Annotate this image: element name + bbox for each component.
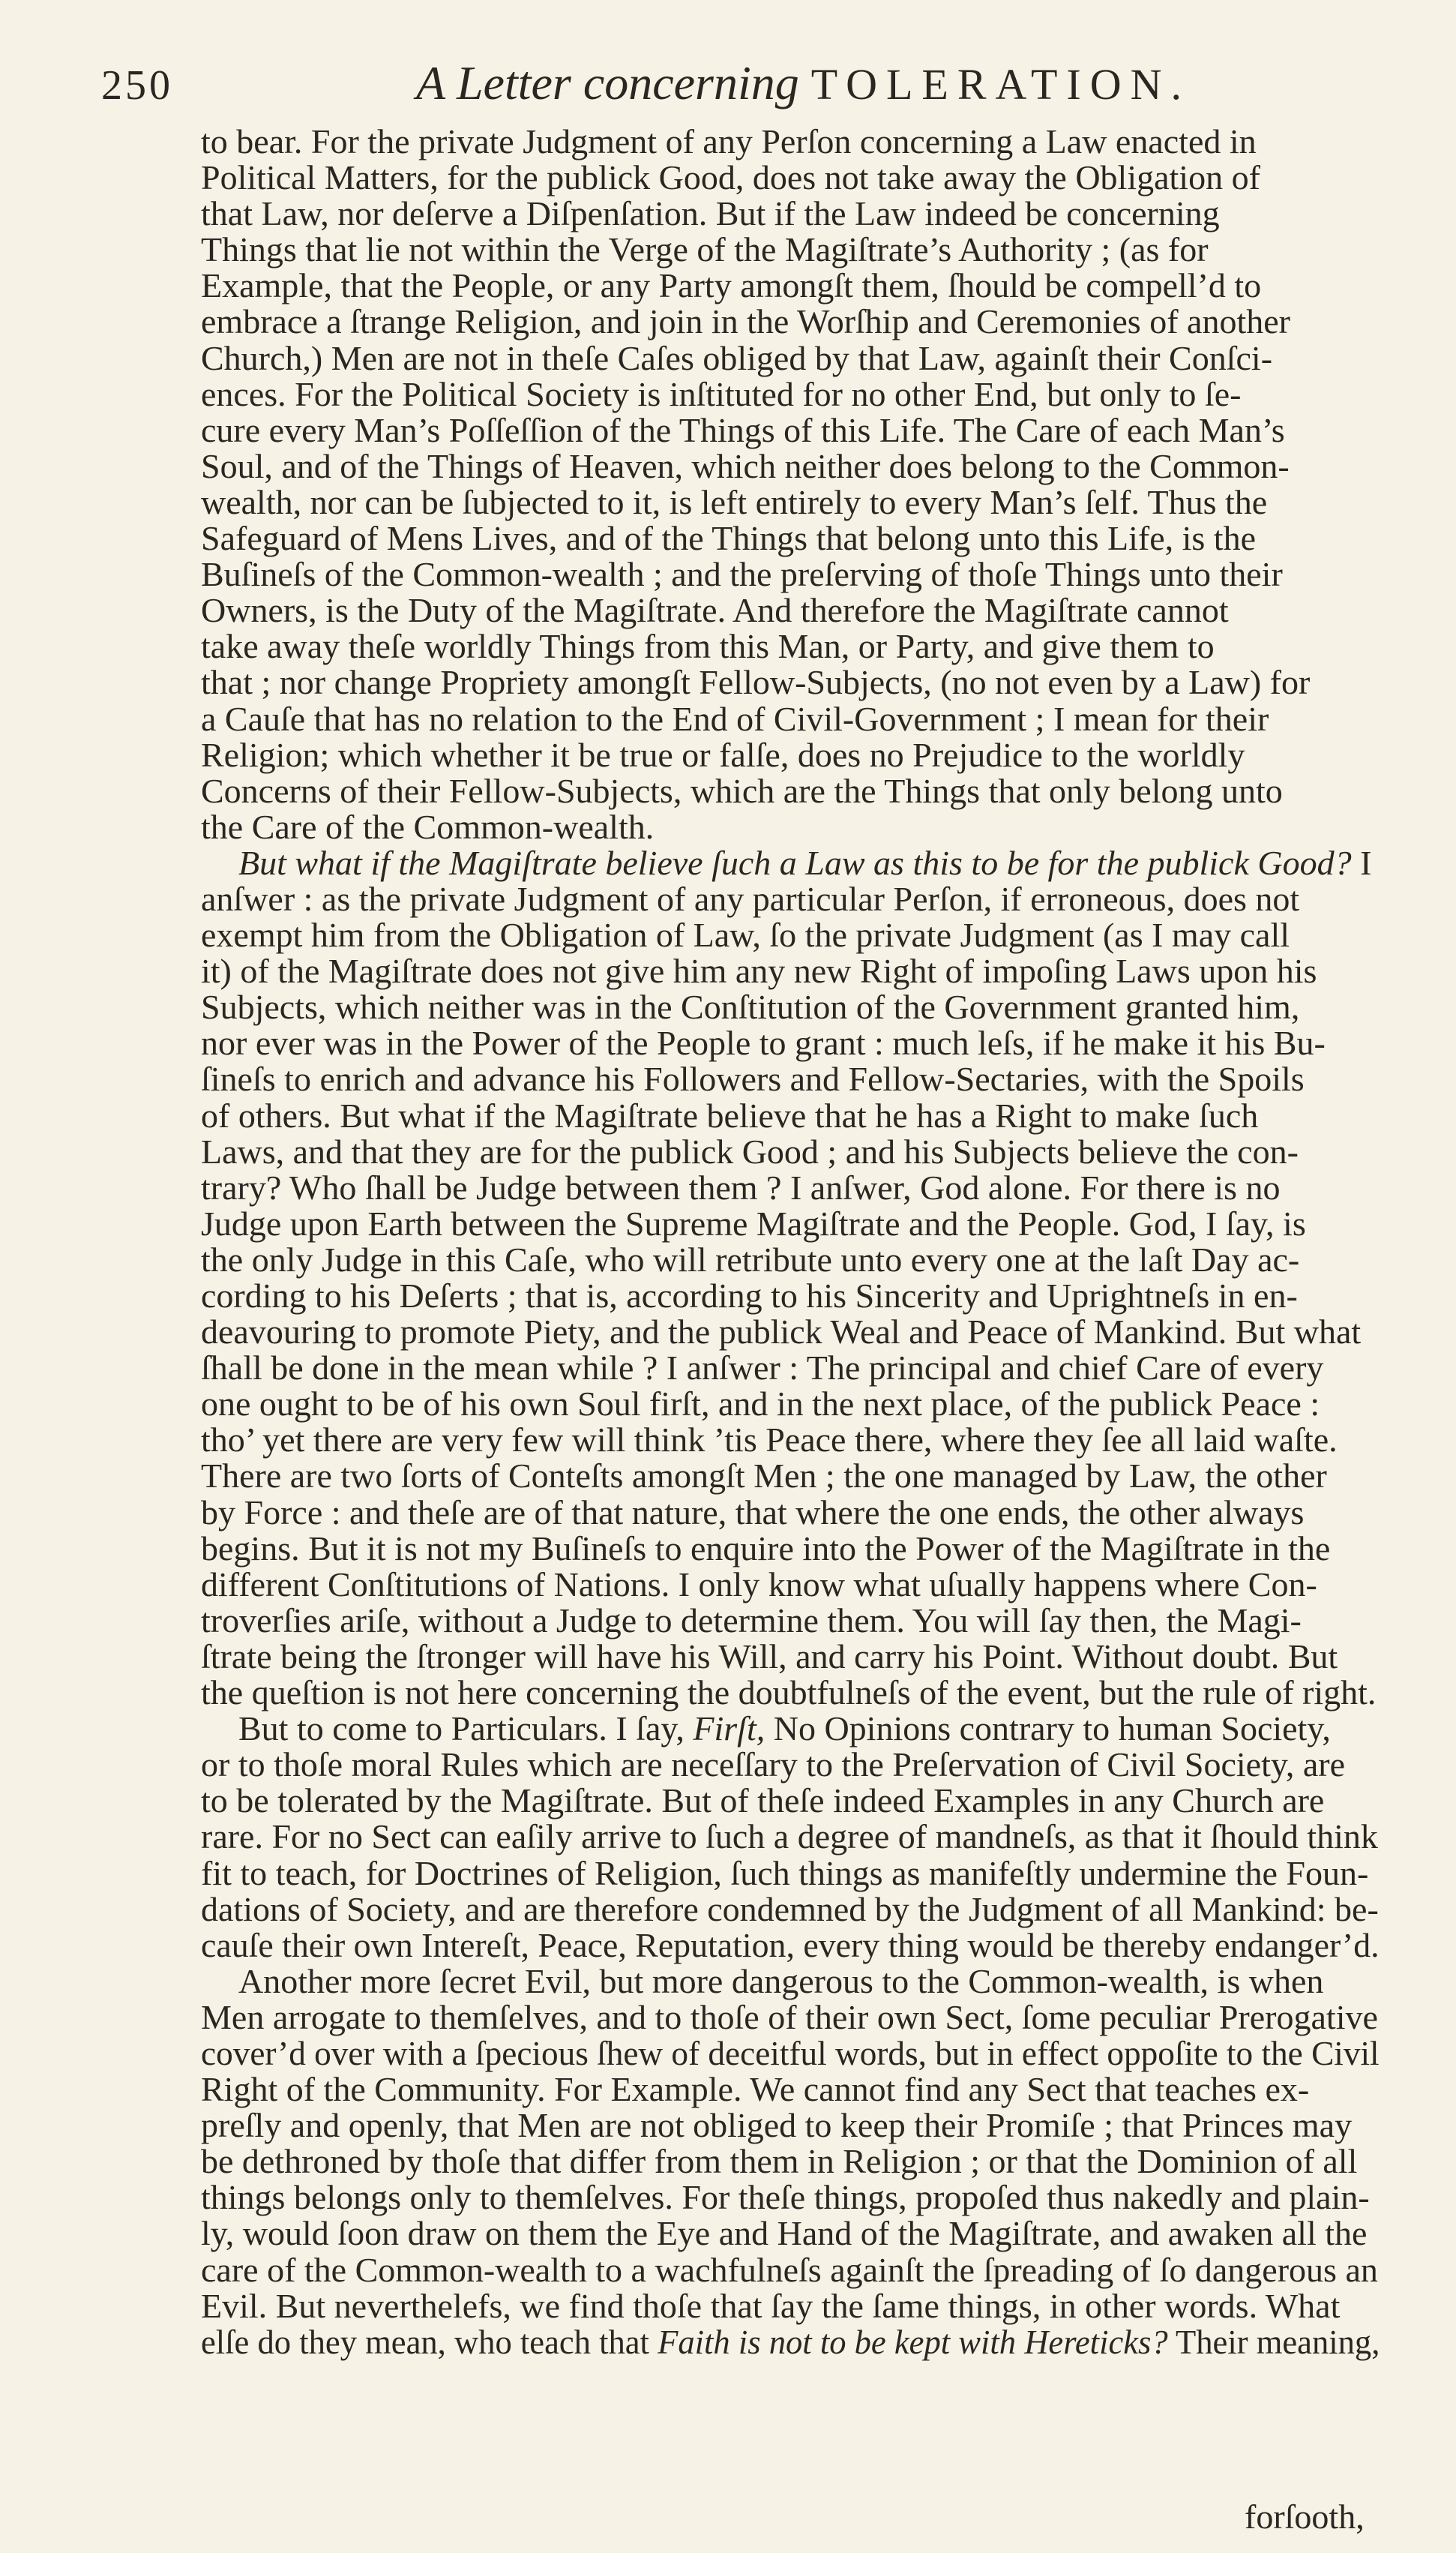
text-line xyxy=(201,809,1380,845)
roman-text: or to thoſe moral Rules which are neceſſary to the Preſervation of Civil Society, are xyxy=(201,1745,1346,1784)
text-line xyxy=(201,989,1380,1025)
text-line xyxy=(201,556,1380,592)
text-line xyxy=(201,1997,1380,2036)
text-line xyxy=(201,1711,1380,1747)
text-line xyxy=(201,1819,1380,1855)
roman-text: by Force : and theſe are of that nature, that where the one ends, the other always xyxy=(201,1492,1305,1532)
text-line xyxy=(201,664,1380,700)
roman-text: a Cauſe that has no relation to the End of Civil-Government ; I mean for their xyxy=(201,699,1269,738)
roman-text: care of the Common-wealth to a wachfulneſs againſt the ſpreading of ſo dangerous an xyxy=(201,2250,1378,2289)
text-line xyxy=(201,1528,1380,1568)
roman-text: to bear. For the private Judgment of any Perſon concerning a Law enacted in xyxy=(201,122,1257,160)
text-line xyxy=(201,2033,1380,2072)
text-line xyxy=(201,737,1380,773)
roman-text: one ought to be of his own Soul firſt, and in the next place, of the publick Peace : xyxy=(201,1384,1320,1424)
roman-text: Concerns of their Fellow-Subjects, which are the Things that only belong unto xyxy=(201,771,1283,810)
text-line xyxy=(201,232,1380,268)
roman-text: ences. For the Political Society is inſtituted for no other End, but only to ſe- xyxy=(201,374,1242,413)
text-line xyxy=(201,1675,1380,1711)
roman-text: preſly and openly, that Men are not obliged to keep their Promiſe ; that Princes may xyxy=(201,2106,1353,2145)
text-line xyxy=(201,2180,1380,2216)
page-header xyxy=(101,56,1316,122)
running-title-italic: A Letter concerning xyxy=(416,56,799,110)
roman-text: Men arrogate to themſelves, and to thoſe of their own Sect, ſome peculiar Prerogative xyxy=(201,1997,1378,2036)
roman-text: ſtrate being the ſtronger will have his Will, and carry his Point. Without doubt. But xyxy=(201,1636,1338,1676)
text-line xyxy=(201,1134,1380,1170)
text-line xyxy=(201,1492,1380,1532)
italic-text: Firſt, xyxy=(693,1709,765,1748)
roman-text: it) of the Magiſtrate does not give him any new Right of impoſing Laws upon his xyxy=(201,952,1317,991)
text-line xyxy=(201,1170,1380,1206)
roman-text: be dethroned by thoſe that differ from them in Religion ; or that the Dominion of all xyxy=(201,2142,1358,2181)
text-line xyxy=(201,1458,1380,1494)
text-line xyxy=(201,1350,1380,1386)
text-line xyxy=(201,1025,1380,1061)
roman-text: Evil. But neverthelefs, we find thoſe that ſay the ſame things, in other words. What xyxy=(201,2286,1341,2325)
text-line xyxy=(201,1961,1380,2000)
roman-text: Judge upon Earth between the Supreme Magiſtrate and the People. God, I ſay, is xyxy=(201,1204,1306,1243)
text-line xyxy=(201,520,1380,556)
roman-text: that ; nor change Propriety amongſt Fellow-Subjects, (no not even by a Law) for xyxy=(201,663,1311,702)
text-line xyxy=(201,412,1380,448)
text-line xyxy=(201,304,1380,340)
roman-text: deavouring to promote Piety, and the publick Weal and Peace of Mankind. But what xyxy=(201,1312,1362,1352)
roman-text: There are two ſorts of Conteſts amongſt Men ; the one managed by Law, the other xyxy=(201,1456,1327,1496)
text-line xyxy=(201,953,1380,989)
text-line xyxy=(201,1636,1380,1676)
roman-text: fit to teach, for Doctrines of Religion, ſuch things as manifeſtly undermine the Foun- xyxy=(201,1853,1369,1892)
text-line xyxy=(201,1314,1380,1350)
text-line xyxy=(201,2288,1380,2324)
roman-text: dations of Society, and are therefore condemned by the Judgment of all Mankind: be- xyxy=(201,1889,1379,1928)
roman-text: to be tolerated by the Magiſtrate. But of theſe indeed Examples in any Church are xyxy=(201,1781,1325,1820)
text-line xyxy=(201,1889,1380,1928)
text-line xyxy=(201,1422,1380,1458)
roman-text: cording to his Deſerts ; that is, according to his Sincerity and Uprightneſs in en- xyxy=(201,1276,1298,1315)
text-line xyxy=(201,917,1380,953)
text-line xyxy=(201,2144,1380,2180)
roman-text: cure every Man’s Poſſeſſion of the Things of this Life. The Care of each Man’s xyxy=(201,410,1285,449)
running-title-caps: TOLERATION. xyxy=(810,60,1191,109)
running-title xyxy=(416,56,1191,111)
text-line xyxy=(201,1278,1380,1314)
body-text xyxy=(201,124,1380,2360)
roman-text: trary? Who ſhall be Judge between them ? I anſwer, God alone. For there is no xyxy=(201,1168,1281,1207)
roman-text: ſineſs to enrich and advance his Followers and Fellow-Sectaries, with the Spoils xyxy=(201,1060,1305,1099)
roman-text: that Law, nor deſerve a Diſpenſation. But if the Law indeed be concerning xyxy=(201,194,1220,233)
roman-text: tho’ yet there are very few will think ’tis Peace there, where they ſee all laid waſte. xyxy=(201,1420,1338,1460)
roman-text: things belongs only to themſelves. For theſe things, propoſed thus nakedly and plain- xyxy=(201,2178,1370,2217)
text-line xyxy=(201,160,1380,196)
text-line xyxy=(201,340,1380,376)
text-line xyxy=(201,845,1380,881)
roman-text: embrace a ſtrange Religion, and join in the Worſhip and Ceremonies of another xyxy=(201,302,1290,341)
text-line xyxy=(201,124,1380,160)
text-line xyxy=(201,773,1380,809)
text-line xyxy=(201,1783,1380,1819)
roman-text: Right of the Community. For Example. We cannot find any Sect that teaches ex- xyxy=(201,2070,1310,2109)
roman-text: the Care of the Common-wealth. xyxy=(201,807,655,846)
roman-text: ly, would ſoon draw on them the Eye and Hand of the Magiſtrate, and awaken all the xyxy=(201,2214,1368,2253)
text-line xyxy=(201,1747,1380,1783)
italic-text: Faith is not to be kept with Hereticks? xyxy=(658,2322,1168,2361)
roman-text: take away theſe worldly Things from this Man, or Party, and give them to xyxy=(201,627,1215,666)
text-line xyxy=(201,1853,1380,1892)
text-line xyxy=(201,1600,1380,1640)
roman-text: Soul, and of the Things of Heaven, which neither does belong to the Common- xyxy=(201,446,1290,485)
text-line xyxy=(201,484,1380,520)
roman-text: of others. But what if the Magiſtrate believe that he has a Right to make ſuch xyxy=(201,1096,1259,1135)
roman-text: Another more ſecret Evil, but more dangerous to the Common-wealth, is when xyxy=(238,1961,1324,2000)
roman-text: But to come to Particulars. I ſay, xyxy=(238,1709,694,1748)
text-line xyxy=(201,1925,1380,1964)
text-line xyxy=(201,1098,1380,1134)
text-line xyxy=(201,1386,1380,1422)
text-line xyxy=(201,2108,1380,2144)
roman-text: I xyxy=(1351,843,1372,882)
roman-text: Their meaning, xyxy=(1167,2322,1380,2361)
text-line xyxy=(201,881,1380,917)
roman-text: rare. For no Sect can eaſily arrive to ſuch a degree of mandneſs, as that it ſhould think xyxy=(201,1817,1378,1856)
text-line xyxy=(201,1206,1380,1242)
text-line xyxy=(201,268,1380,304)
roman-text: Subjects, which neither was in the Conſtitution of the Government granted him, xyxy=(201,988,1300,1027)
roman-text: cover’d over with a ſpecious ſhew of deceitful words, but in effect oppoſite to the Civil xyxy=(201,2033,1380,2072)
text-line xyxy=(201,2072,1380,2108)
roman-text: elſe do they mean, who teach that xyxy=(201,2322,658,2361)
text-line xyxy=(201,448,1380,484)
roman-text: cauſe their own Intereſt, Peace, Reputation, every thing would be thereby endanger’d. xyxy=(201,1925,1380,1964)
roman-text: nor ever was in the Power of the People to grant : much leſs, if he make it his Bu- xyxy=(201,1024,1326,1063)
text-line xyxy=(201,701,1380,737)
roman-text: Political Matters, for the publick Good, does not take away the Obligation of xyxy=(201,158,1260,197)
roman-text: troverſies ariſe, without a Judge to determine them. You will ſay then, the Magi- xyxy=(201,1600,1302,1640)
roman-text: Church,) Men are not in theſe Caſes obliged by that Law, againſt their Conſci- xyxy=(201,338,1273,377)
roman-text: exempt him from the Obligation of Law, ſo the private Judgment (as I may call xyxy=(201,916,1290,955)
text-line xyxy=(201,2252,1380,2288)
text-line xyxy=(201,592,1380,628)
roman-text: Religion; which whether it be true or falſe, does no Prejudice to the worldly xyxy=(201,735,1245,774)
text-line xyxy=(201,628,1380,664)
roman-text: anſwer : as the private Judgment of any particular Perſon, if erroneous, does not xyxy=(201,879,1300,918)
roman-text: Owners, is the Duty of the Magiſtrate. And therefore the Magiſtrate cannot xyxy=(201,591,1229,630)
roman-text: Things that lie not within the Verge of the Magiſtrate’s Authority ; (as for xyxy=(201,230,1209,269)
text-line xyxy=(201,2322,1380,2361)
roman-text: begins. But it is not my Buſineſs to enquire into the Power of the Magiſtrate in the xyxy=(201,1528,1331,1568)
roman-text: Safeguard of Mens Lives, and of the Things that belong unto this Life, is the xyxy=(201,519,1256,558)
roman-text: No Opinions contrary to human Society, xyxy=(765,1709,1331,1748)
text-line xyxy=(201,1242,1380,1278)
text-line xyxy=(201,1061,1380,1097)
roman-text: ſhall be done in the mean while ? I anſwer : The principal and chief Care of every xyxy=(201,1348,1324,1388)
page-number: 250 xyxy=(101,62,173,109)
roman-text: the only Judge in this Caſe, who will retribute unto every one at the laſt Day ac- xyxy=(201,1240,1300,1279)
roman-text: wealth, nor can be ſubjected to it, is left entirely to every Man’s ſelf. Thus the xyxy=(201,482,1268,521)
roman-text: Example, that the People, or any Party amongſt them, ſhould be compell’d to xyxy=(201,266,1262,305)
roman-text: Buſineſs of the Common-wealth ; and the preſerving of thoſe Things unto their xyxy=(201,555,1283,594)
text-line xyxy=(201,1564,1380,1604)
catchword: forſooth, xyxy=(1245,2498,1365,2536)
text-line xyxy=(201,376,1380,412)
text-line xyxy=(201,2216,1380,2252)
italic-text: But what if the Magiſtrate believe ſuch a Law as this to be for the publick Good? xyxy=(238,843,1352,882)
roman-text: the queſtion is not here concerning the doubtfulneſs of the event, but the rule of right. xyxy=(201,1673,1377,1712)
text-line xyxy=(201,196,1380,232)
roman-text: different Conſtitutions of Nations. I only know what uſually happens where Con- xyxy=(201,1564,1317,1604)
roman-text: Laws, and that they are for the publick Good ; and his Subjects believe the con- xyxy=(201,1132,1299,1171)
